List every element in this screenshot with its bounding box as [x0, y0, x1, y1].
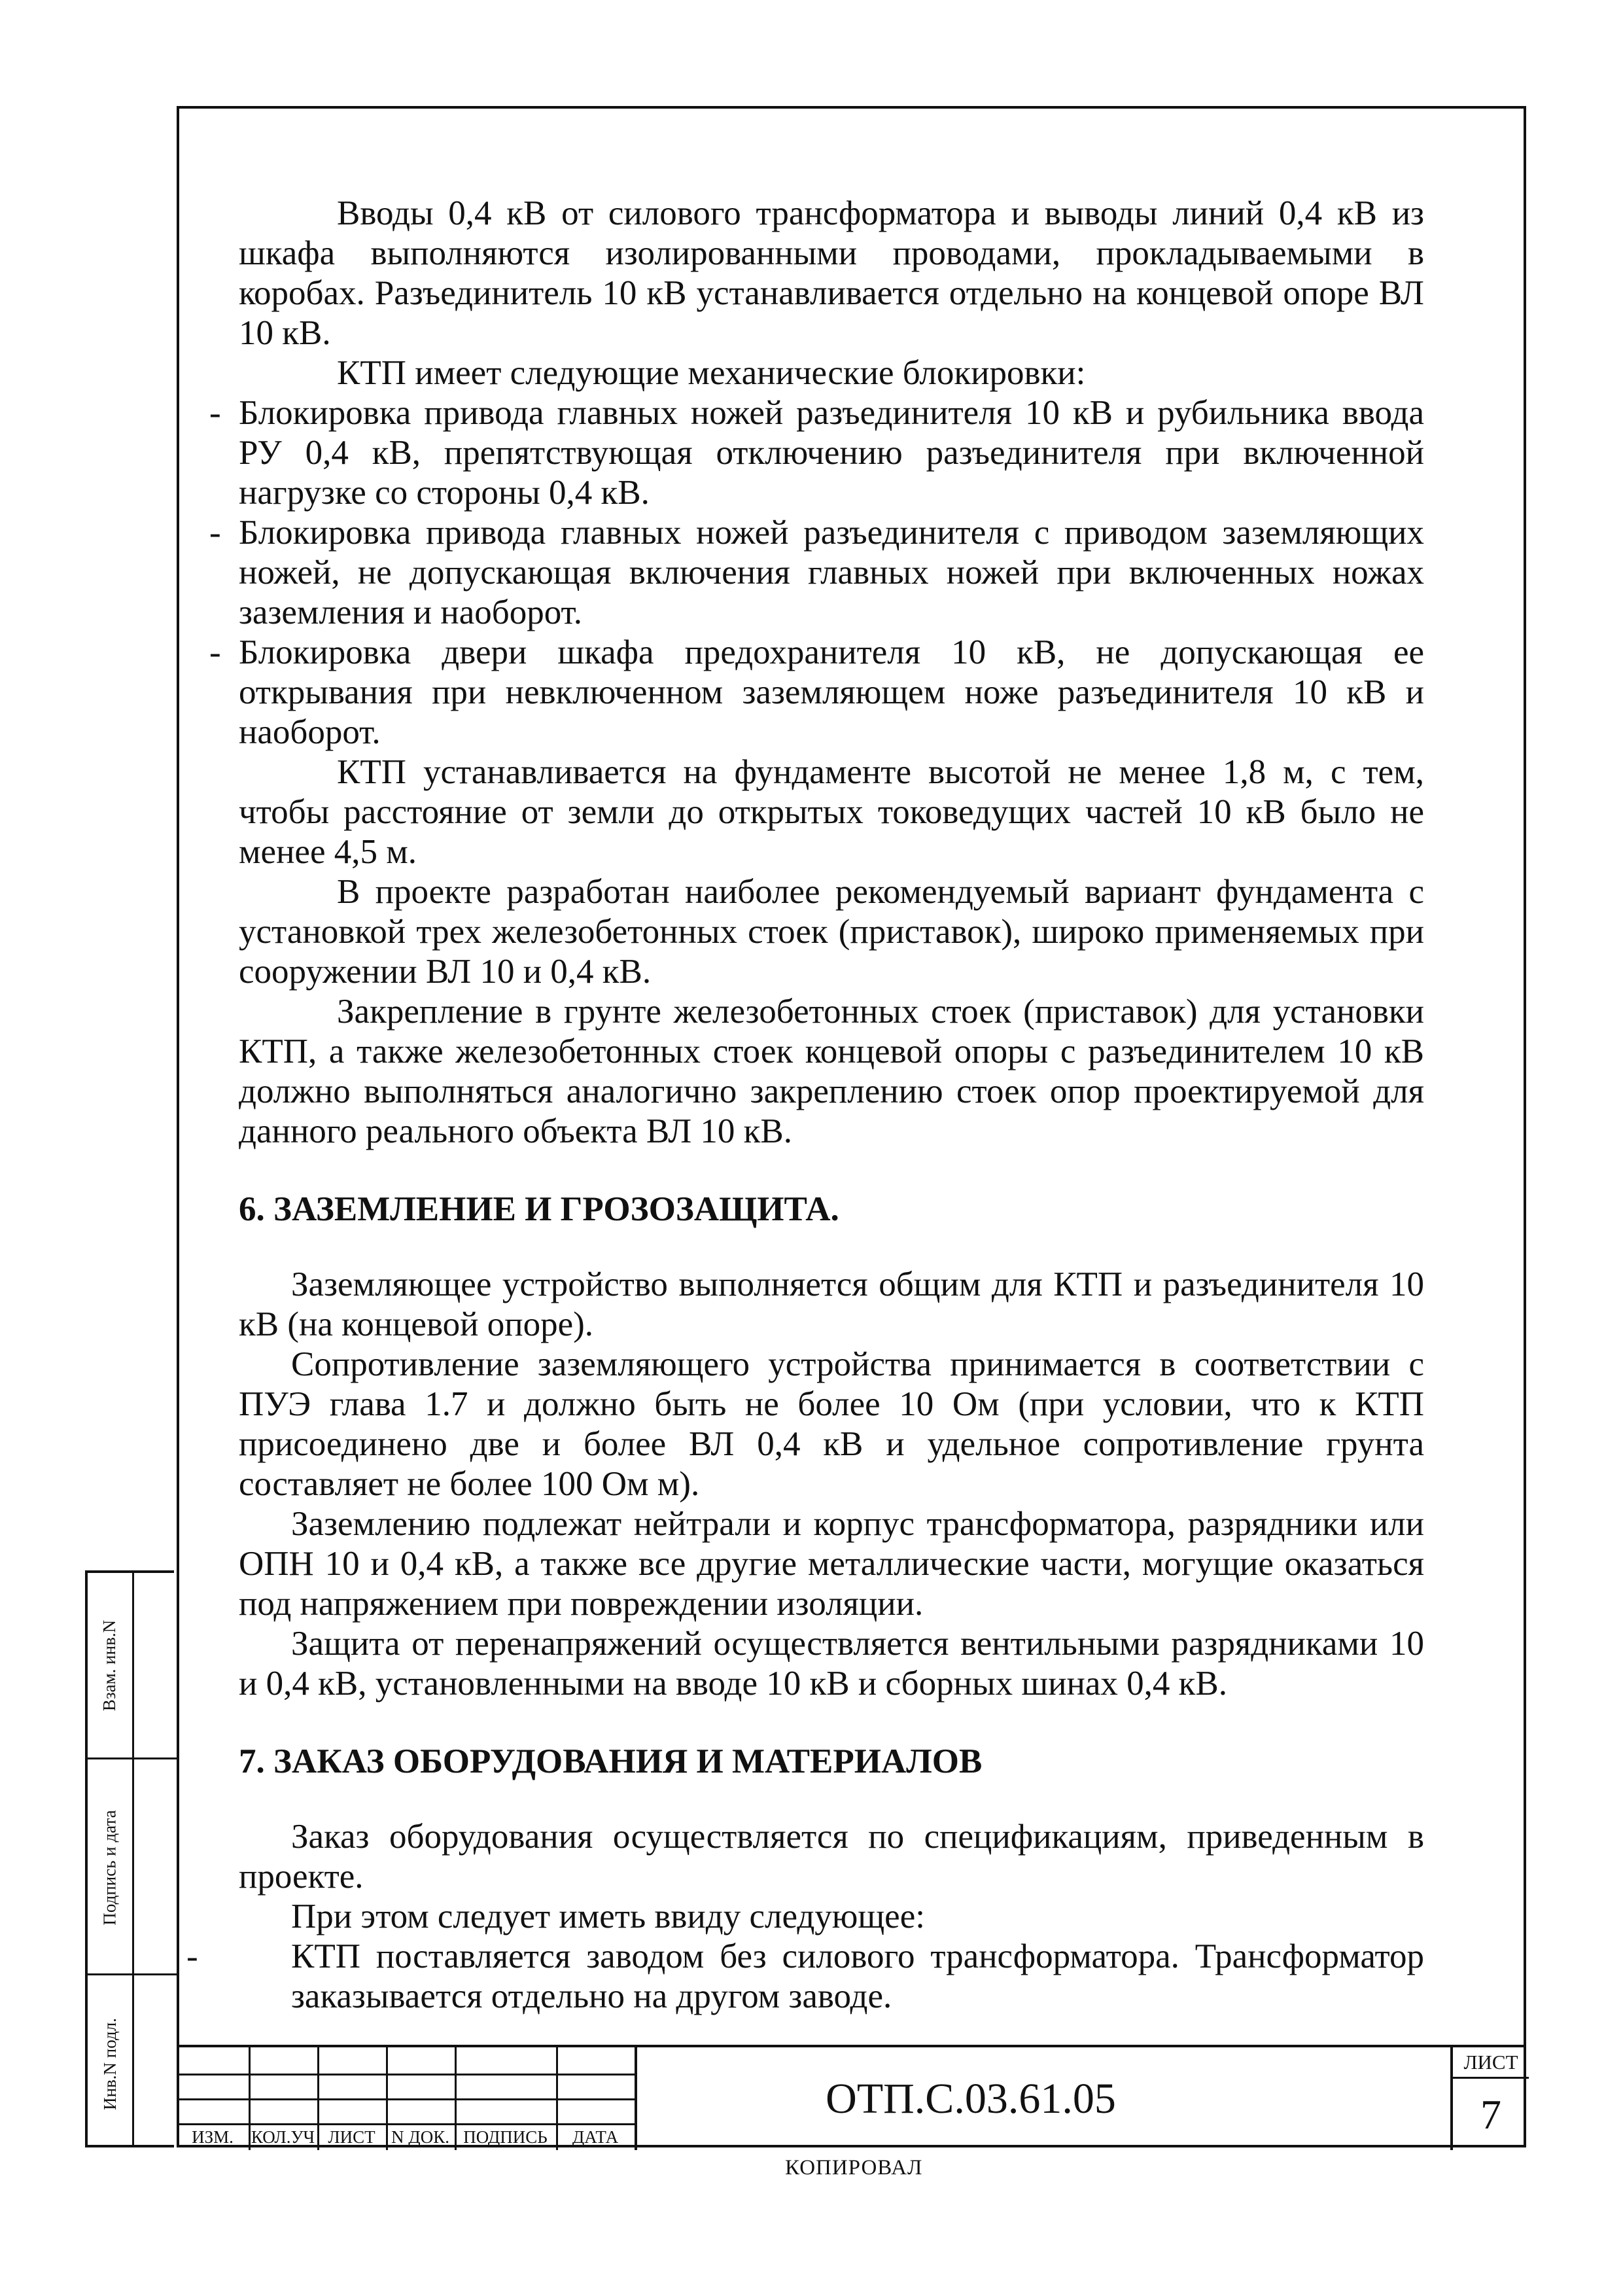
- dash-marker: -: [209, 633, 221, 671]
- section-heading: 6. ЗАЗЕМЛЕНИЕ И ГРОЗОЗАЩИТА.: [239, 1190, 839, 1228]
- document-code: ОТП.С.03.61.05: [635, 2047, 1304, 2150]
- paragraph: КТП устанавливается на фундаменте высотой не менее 1,8 м, с тем, чтобы расстояние от земли до открытых токоведущих частей 10 кВ было не менее 4,5 м.: [239, 753, 1424, 871]
- paragraph: Заземлению подлежат нейтрали и корпус трансформатора, разрядники или ОПН 10 и 0,4 кВ, а также все другие металлические части, могущие оказаться под напряжением при повреждении изоляции.: [239, 1505, 1424, 1623]
- paragraph: Закрепление в грунте железобетонных стоек (приставок) для установки КТП, а также железобетонных стоек концевой опоры с разъединителем 10 кВ должно выполняться аналогично закреплению стоек опор проектируемой для данного реального объекта ВЛ 10 кВ.: [239, 993, 1424, 1150]
- paragraph: Вводы 0,4 кВ от силового трансформатора и выводы линий 0,4 кВ из шкафа выполняются изолированными проводами, прокладываемыми в коробах. Разъединитель 10 кВ устанавливается отдельно на концевой опоре ВЛ 10 кВ.: [239, 194, 1424, 352]
- list-item: - Блокировка привода главных ножей разъединителя 10 кВ и рубильника ввода РУ 0,4 кВ, препятствующая отключению разъединителя при включенной нагрузке со стороны 0,4 кВ.: [209, 394, 1424, 512]
- side-label: Инв.N подл.: [99, 2017, 120, 2110]
- document-body: [186, 194, 1424, 2017]
- paragraph: КТП имеет следующие механические блокировки:: [337, 354, 1086, 392]
- paragraph: Заземляющее устройство выполняется общим для КТП и разъединителя 10 кВ (на концевой опоре).: [239, 1265, 1424, 1343]
- col-koluch: КОЛ.УЧ: [251, 2127, 315, 2147]
- sheet-box: [1450, 2047, 1529, 2150]
- side-cell-podpis: [88, 1757, 177, 1975]
- dash-marker: -: [186, 1937, 198, 1975]
- paragraph: При этом следует иметь ввиду следующее:: [291, 1898, 925, 1935]
- list-item: - КТП поставляется заводом без силового трансформатора. Трансформатор заказывается отдельно на другом заводе.: [186, 1937, 1424, 2015]
- sheet-number: 7: [1480, 2091, 1501, 2138]
- side-cell-vzam: [88, 1573, 177, 1757]
- paragraph: В проекте разработан наиболее рекомендуемый вариант фундамента с установкой трех железобетонных стоек (приставок), широко применяемых при сооружении ВЛ 10 и 0,4 кВ.: [239, 873, 1424, 991]
- dash-marker: -: [209, 394, 221, 432]
- col-izm: ИЗМ.: [192, 2127, 234, 2147]
- paragraph: Защита от перенапряжений осуществляется вентильными разрядниками 10 и 0,4 кВ, установленными на вводе 10 кВ и сборных шинах 0,4 кВ.: [239, 1625, 1424, 1703]
- title-block: [177, 2045, 1526, 2150]
- list-item: - Блокировка привода главных ножей разъединителя с приводом заземляющих ножей, не допускающая включения главных ножей при включенных ножах заземления и наоборот.: [209, 514, 1424, 631]
- paragraph: Заказ оборудования осуществляется по спецификациям, приведенным в проекте.: [239, 1818, 1424, 1896]
- col-list: ЛИСТ: [328, 2127, 375, 2147]
- side-cell-inv: [88, 1973, 177, 2152]
- section-heading: 7. ЗАКАЗ ОБОРУДОВАНИЯ И МАТЕРИАЛОВ: [239, 1742, 983, 1780]
- col-podpis: ПОДПИСЬ: [463, 2127, 548, 2147]
- side-label: Подпись и дата: [99, 1809, 120, 1926]
- col-ndok: N ДОК.: [391, 2127, 449, 2147]
- side-stamp: [85, 1570, 174, 2147]
- dash-marker: -: [209, 514, 221, 552]
- list-item: - Блокировка двери шкафа предохранителя 10 кВ, не допускающая ее открывания при невключенном заземляющем ноже разъединителя 10 кВ и наоборот.: [209, 633, 1424, 751]
- copied-mark: КОПИРОВАЛ: [785, 2156, 923, 2180]
- sheet-label: ЛИСТ: [1453, 2047, 1529, 2079]
- col-data: ДАТА: [572, 2127, 619, 2147]
- side-label: Взам. инв.N: [99, 1619, 120, 1711]
- paragraph: Сопротивление заземляющего устройства принимается в соответствии с ПУЭ глава 1.7 и должно быть не более 10 Ом (при условии, что к КТП присоединено две и более ВЛ 0,4 кВ и удельное сопротивление грунта составляет не более 100 Ом м).: [239, 1345, 1424, 1503]
- revision-grid: [177, 2047, 635, 2150]
